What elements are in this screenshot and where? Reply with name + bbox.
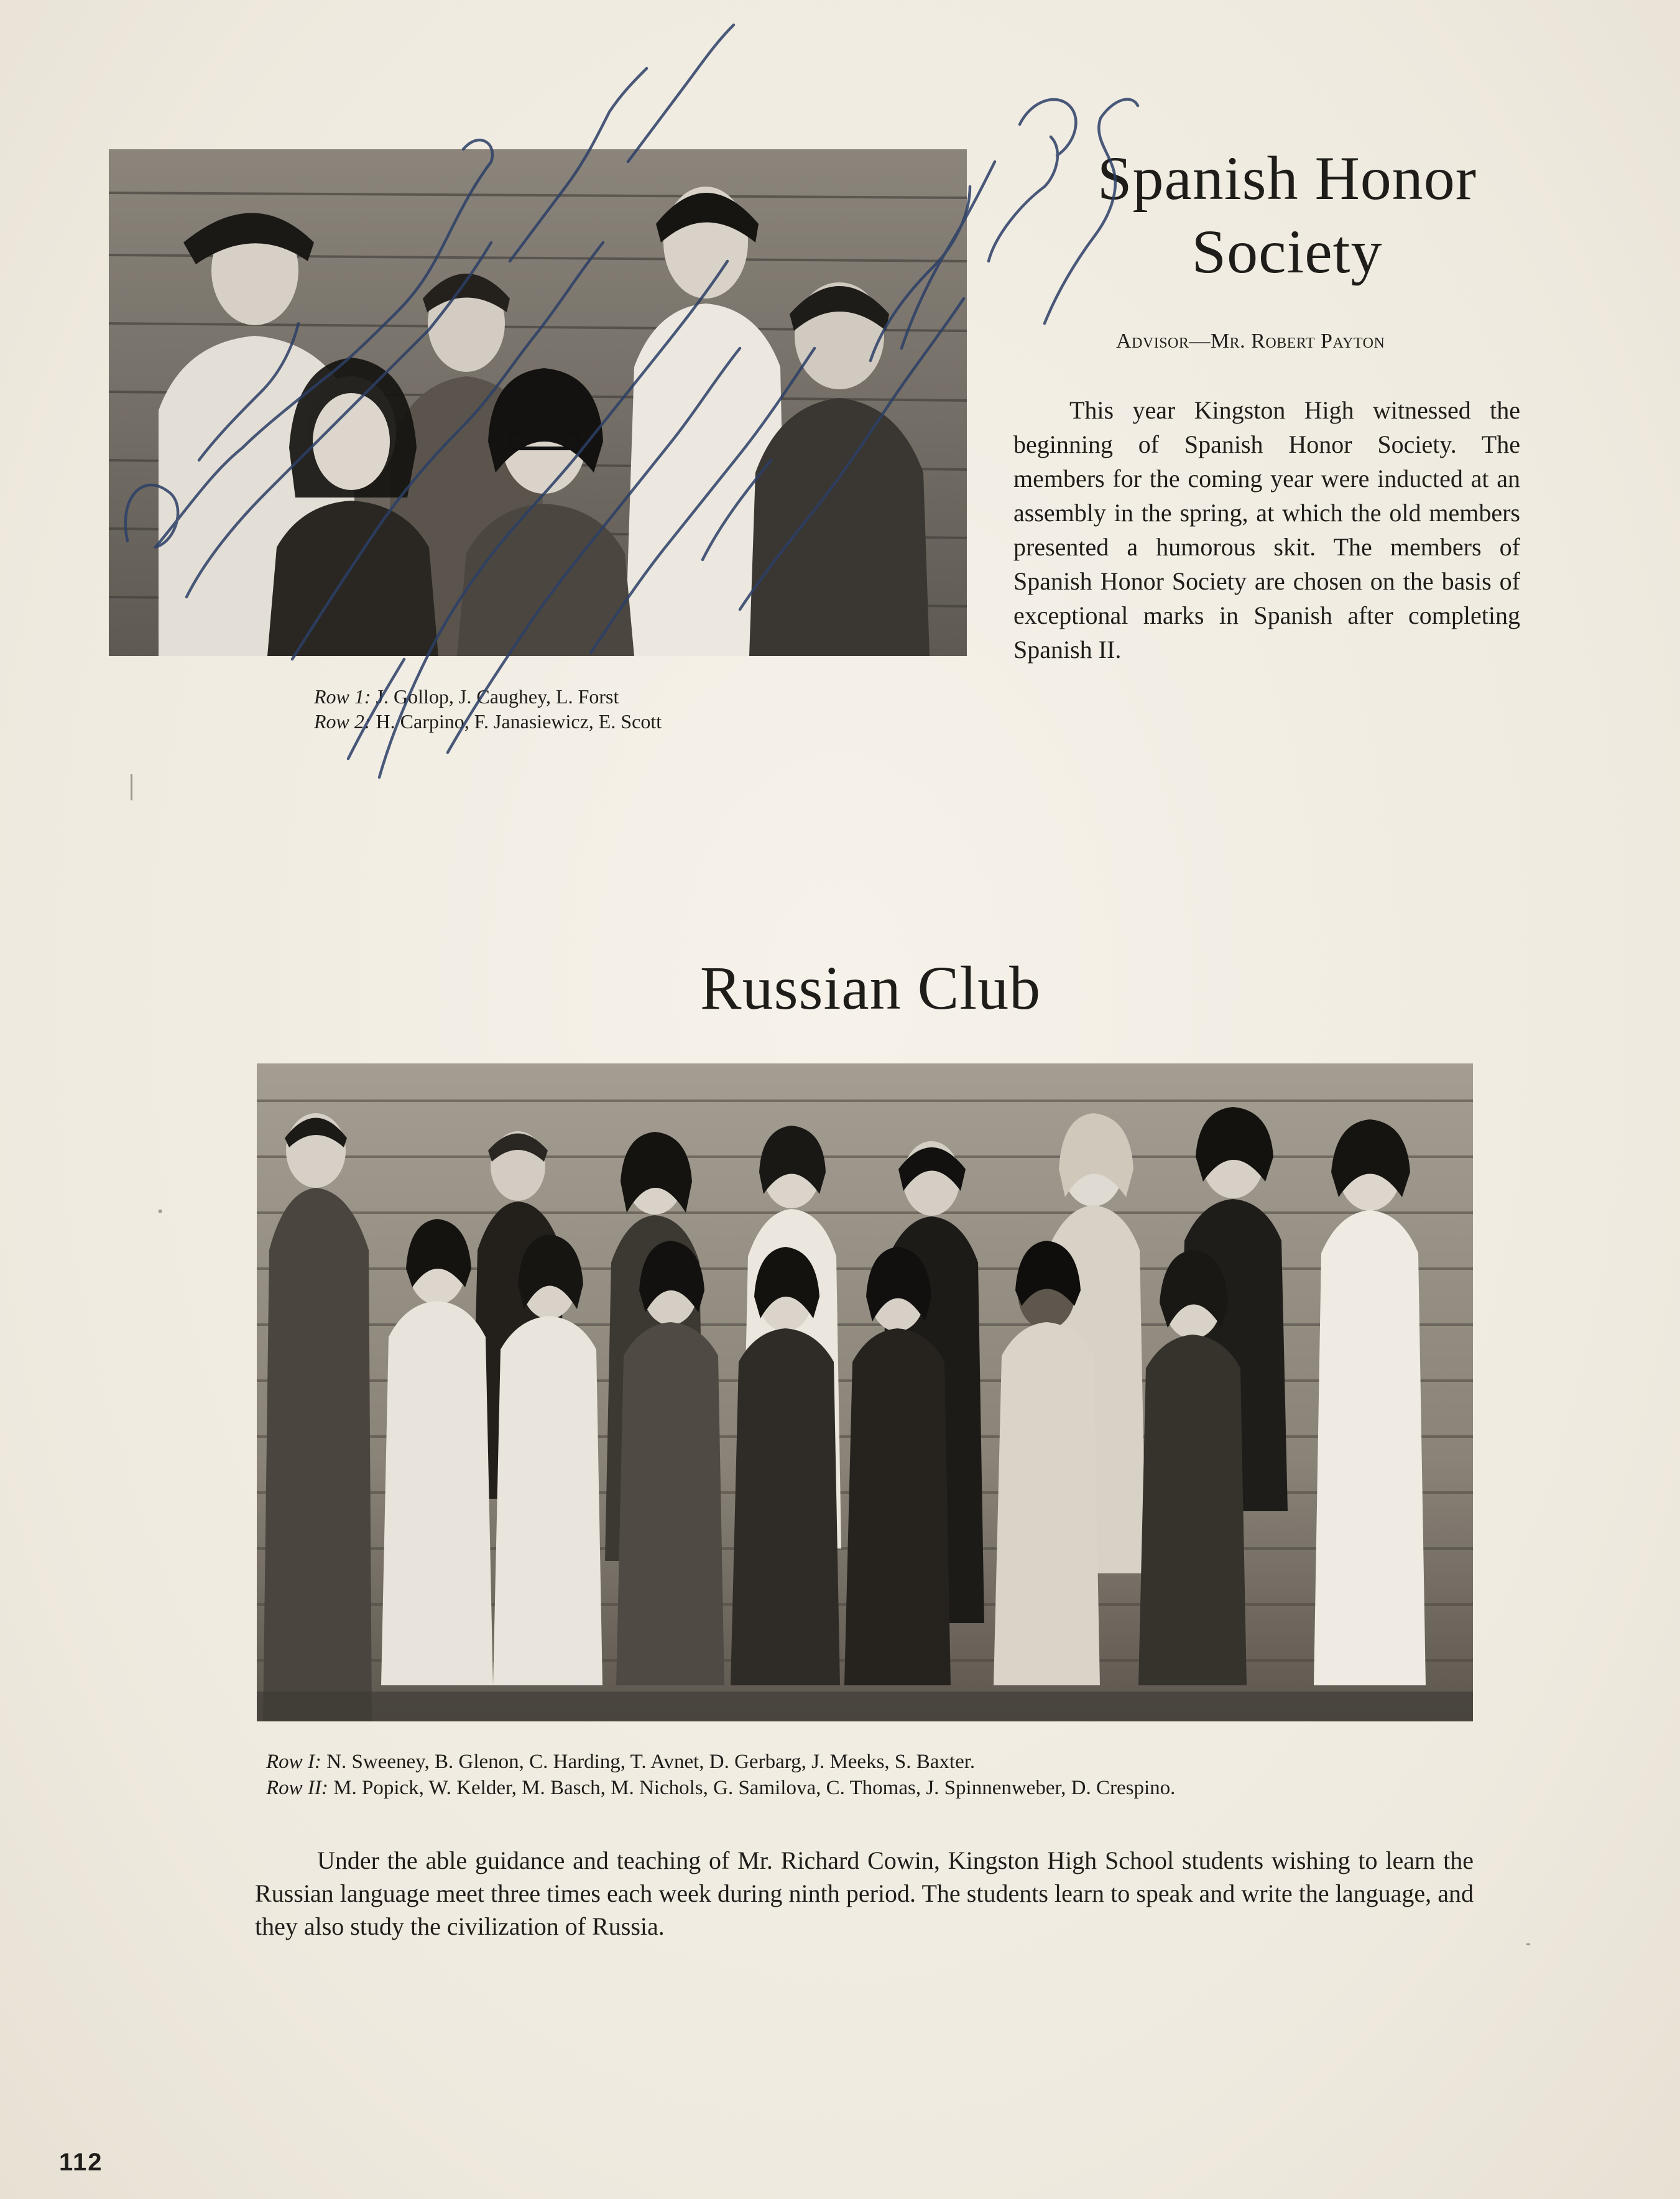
- russian-club-title: Russian Club: [699, 953, 1041, 1022]
- spanish-title-line2: Society: [1191, 217, 1383, 286]
- russian-caption-row1-label: Row I:: [266, 1751, 321, 1773]
- spanish-body-text: This year Kingston High witnessed the beginning of Spanish Honor Society. The members for the coming year were inducted at an assembly in the spring, at which the old members presented a humorous skit. The members of Spanish Honor Society are chosen on the basis of exceptional marks in Spanish after completing Spanish II.: [1013, 396, 1520, 664]
- spanish-caption-row1-label: Row 1:: [314, 685, 371, 708]
- russian-caption-row1-names: N. Sweeney, B. Glenon, C. Harding, T. Avnet, D. Gerbarg, J. Meeks, S. Baxter.: [326, 1751, 976, 1773]
- spanish-honor-society-title: [998, 142, 1576, 289]
- page-number: 112: [59, 2149, 103, 2176]
- scan-speck: [159, 1210, 162, 1213]
- scan-speck: [131, 774, 132, 800]
- russian-photo-caption: [266, 1749, 1472, 1801]
- russian-photo-image: [257, 1063, 1473, 1721]
- spanish-caption-row1-names: J. Gollop, J. Caughey, L. Forst: [376, 685, 619, 708]
- spanish-photo-image: [109, 149, 967, 656]
- spanish-advisor: Advisor—Mr. Robert Payton: [1116, 330, 1385, 353]
- spanish-caption-row2-names: H. Carpino, F. Janasiewicz, E. Scott: [376, 710, 662, 733]
- russian-caption-row2-names: M. Popick, W. Kelder, M. Basch, M. Nichols, G. Samilova, C. Thomas, J. Spinnenweber, D. Crespino.: [333, 1777, 1176, 1799]
- spanish-photo-caption: [314, 684, 874, 734]
- russian-caption-row2-label: Row II:: [266, 1777, 328, 1799]
- spanish-title-line1: Spanish Honor: [1097, 144, 1477, 213]
- russian-body-text: Under the able guidance and teaching of Mr. Richard Cowin, Kingston High School students wishing to learn the Russian language meet three times each week during ninth period. The students learn to speak and write the language, and they also study the civilization of Russia.: [255, 1846, 1474, 1940]
- spanish-honor-society-photo: [109, 149, 967, 656]
- spanish-caption-row2-label: Row 2:: [314, 710, 371, 733]
- russian-club-photo: [257, 1063, 1473, 1721]
- scan-speck: [1526, 1943, 1530, 1945]
